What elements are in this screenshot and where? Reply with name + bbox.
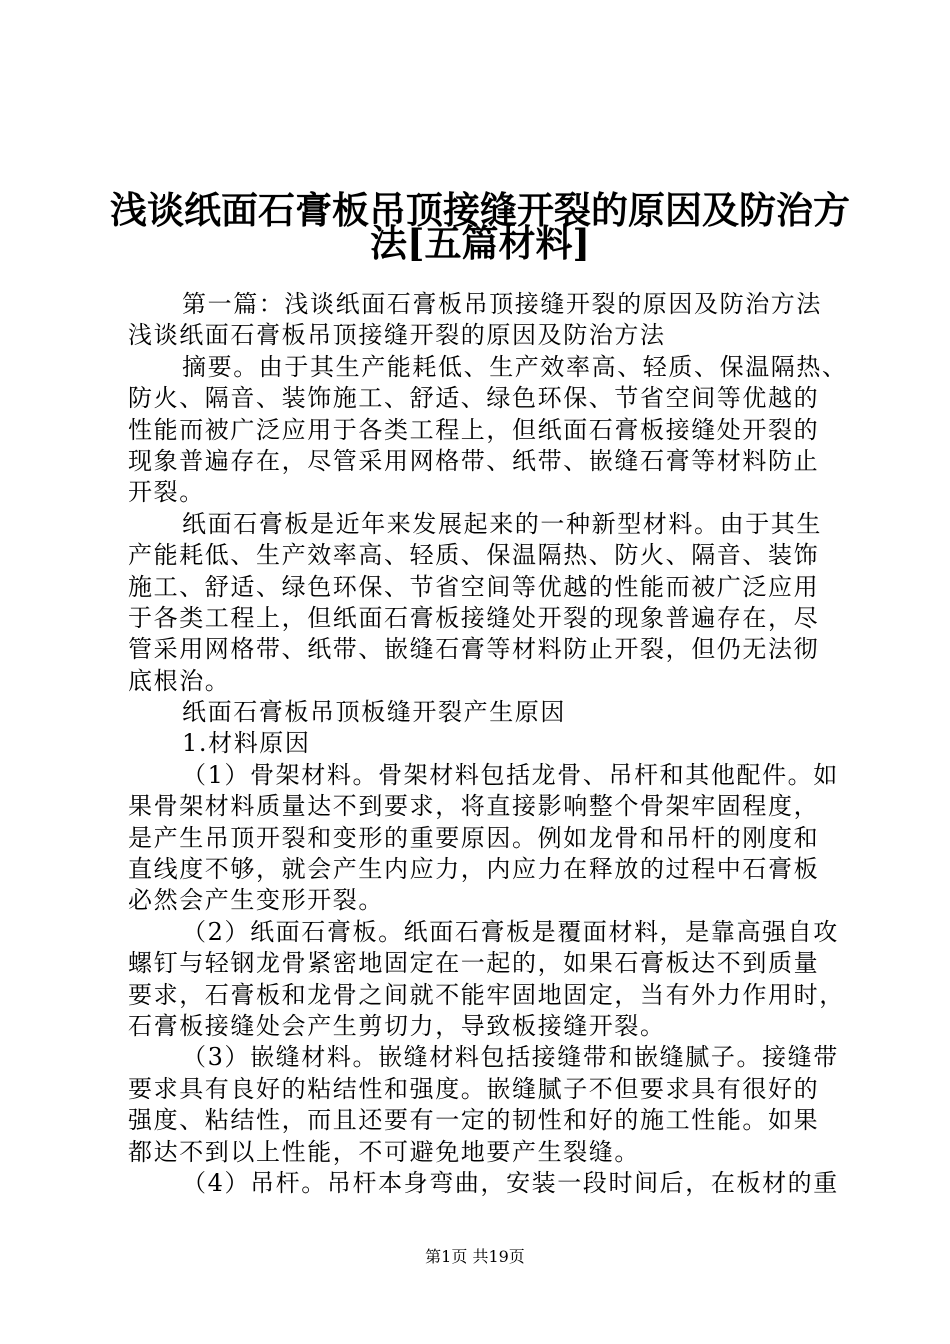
paragraph-line: 于各类工程上，但纸面石膏板接缝处开裂的现象普遍存在，尽 [128, 603, 820, 632]
paragraph-line: 底根治。 [128, 666, 231, 695]
paragraph-line: 直线度不够，就会产生内应力，内应力在释放的过程中石膏板 [128, 855, 820, 884]
paragraph-line: 1.材料原因 [182, 729, 311, 758]
paragraph-line: 施工、舒适、绿色环保、节省空间等优越的性能而被广泛应用 [128, 572, 820, 601]
paragraph-line: 第一篇：浅谈纸面石膏板吊顶接缝开裂的原因及防治方法 [182, 290, 822, 318]
document-title-line-2: 法[五篇材料] [369, 221, 590, 265]
paragraph-line: 摘要。由于其生产能耗低、生产效率高、轻质、保温隔热、 [182, 352, 848, 381]
paragraph-line: 果骨架材料质量达不到要求，将直接影响整个骨架牢固程度， [128, 792, 820, 821]
paragraph-line: 开裂。 [128, 478, 205, 507]
paragraph-line: 要求具有良好的粘结性和强度。嵌缝腻子不但要求具有很好的 [128, 1074, 820, 1103]
paragraph-line: 纸面石膏板是近年来发展起来的一种新型材料。由于其生 [182, 509, 822, 538]
paragraph-line: 螺钉与轻钢龙骨紧密地固定在一起的，如果石膏板达不到质量 [128, 949, 820, 978]
paragraph-line: 石膏板接缝处会产生剪切力，导致板接缝开裂。 [128, 1011, 666, 1040]
paragraph-line: （1）骨架材料。骨架材料包括龙骨、吊杆和其他配件。如 [182, 760, 839, 789]
paragraph-line: 强度、粘结性，而且还要有一定的韧性和好的施工性能。如果 [128, 1106, 820, 1135]
document-title-line-1: 浅谈纸面石膏板吊顶接缝开裂的原因及防治方 [110, 188, 850, 232]
paragraph-line: （2）纸面石膏板。纸面石膏板是覆面材料，是靠高强自攻 [182, 917, 839, 946]
paragraph-line: 纸面石膏板吊顶板缝开裂产生原因 [182, 698, 566, 727]
paragraph-line: 是产生吊顶开裂和变形的重要原因。例如龙骨和吊杆的刚度和 [128, 823, 820, 852]
document-body [128, 289, 848, 1199]
paragraph-line: 必然会产生变形开裂。 [128, 886, 384, 915]
paragraph-line: 管采用网格带、纸带、嵌缝石膏等材料防止开裂，但仍无法彻 [128, 635, 820, 664]
paragraph-line: 要求，石膏板和龙骨之间就不能牢固地固定，当有外力作用时， [128, 980, 845, 1009]
paragraph-line: 浅谈纸面石膏板吊顶接缝开裂的原因及防治方法 [128, 321, 666, 350]
paragraph-line: （3）嵌缝材料。嵌缝材料包括接缝带和嵌缝腻子。接缝带 [182, 1043, 839, 1072]
paragraph-line: 都达不到以上性能，不可避免地要产生裂缝。 [128, 1137, 640, 1166]
paragraph-line: 性能而被广泛应用于各类工程上，但纸面石膏板接缝处开裂的 [128, 415, 820, 444]
page-footer: 第1页 共19页 [425, 1247, 525, 1266]
paragraph-line: （4）吊杆。吊杆本身弯曲，安装一段时间后，在板材的重 [182, 1168, 839, 1197]
paragraph-line: 现象普遍存在，尽管采用网格带、纸带、嵌缝石膏等材料防止 [128, 446, 820, 475]
paragraph-line: 防火、隔音、装饰施工、舒适、绿色环保、节省空间等优越的 [128, 384, 820, 413]
paragraph-line: 产能耗低、生产效率高、轻质、保温隔热、防火、隔音、装饰 [128, 541, 820, 570]
